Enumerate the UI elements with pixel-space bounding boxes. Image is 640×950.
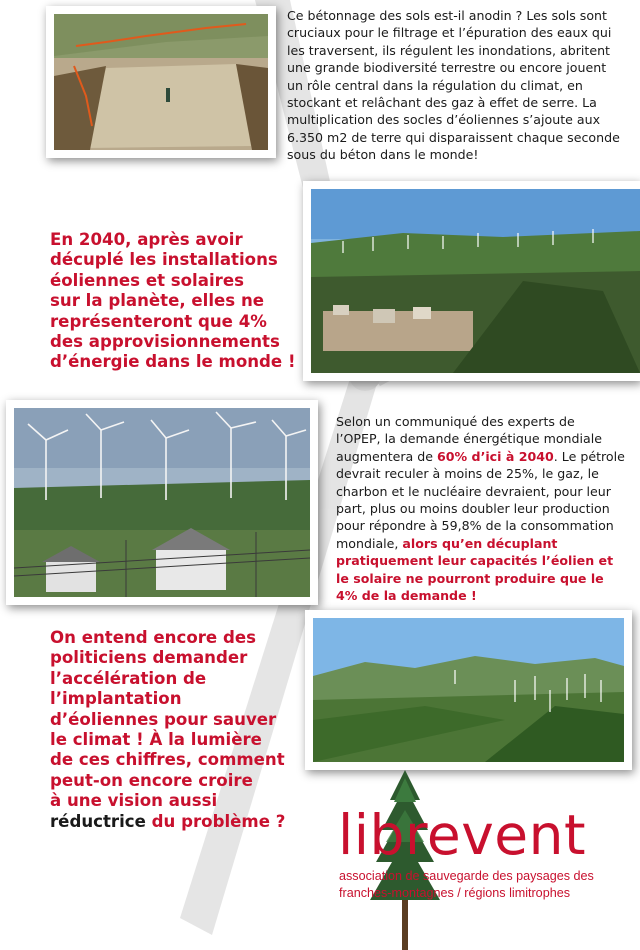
text-line: stockant et relâchant des gaz à effet de serre. La [287, 95, 597, 111]
text-line: On entend encore des [50, 628, 256, 647]
text-line: une grande biodiversité terrestre ou encore jouent [287, 60, 607, 76]
text-fragment: du problème ? [145, 811, 286, 831]
text-line [336, 448, 625, 465]
highlight-60-percent: 60% d’ici à 2040 [437, 448, 554, 464]
opec-paragraph [336, 413, 625, 604]
highlight-text: alors qu’en décuplant [402, 535, 558, 551]
text-line: Selon un communiqué des experts de [336, 414, 575, 429]
politicians-question [50, 628, 285, 832]
text-fragment: mondiale, [336, 535, 403, 551]
highlight-line: le solaire ne pourront produire que le [336, 570, 604, 586]
text-line: l’implantation [50, 689, 182, 709]
text-line: l’accélération de [50, 668, 207, 688]
text-line: représenteront que 4% [50, 311, 267, 331]
text-line: des approvisionnements [50, 332, 280, 352]
text-line: sous du béton dans le monde! [287, 147, 479, 163]
text-line: un rôle central dans la régulation du climat, en [287, 77, 583, 93]
text-fragment: . Le pétrole [553, 448, 625, 464]
text-line: peut-on encore croire [50, 770, 253, 790]
photo-construction-site [46, 6, 276, 158]
reductrice-word: réductrice [50, 811, 146, 831]
text-line: d’énergie dans le monde ! [50, 352, 296, 372]
text-line: pour répondre à 59,8% de la consommation [336, 518, 614, 534]
highlight-line: pratiquement leur capacités l’éolien et [336, 553, 614, 569]
text-line: sur la planète, elles ne [50, 291, 265, 311]
text-line: de ces chiffres, comment [50, 750, 285, 770]
association-tagline [339, 868, 594, 902]
highlight-line: 4% de la demande ! [336, 588, 477, 604]
photo-mountain-landscape [305, 610, 632, 770]
text-line: d’éoliennes pour sauver [50, 709, 277, 729]
tagline-line: franches-montagnes / régions limitrophes [339, 886, 570, 900]
text-line: politiciens demander [50, 648, 248, 668]
soil-concrete-paragraph [287, 7, 620, 164]
photo-town-turbines-ridge [303, 181, 640, 381]
photo-turbines-over-houses [6, 400, 318, 605]
tagline-line: association de sauvegarde des paysages des [339, 869, 594, 883]
text-line: En 2040, après avoir [50, 230, 243, 249]
text-line: multiplication des socles d’éoliennes s’ajoute aux [287, 112, 601, 128]
text-line: devrait reculer à moins de 25%, le gaz, le [336, 466, 599, 482]
text-line: Ce bétonnage des sols est-il anodin ? Les sols sont [287, 8, 607, 23]
text-line: charbon et le nucléaire devraient, pour leur [336, 483, 611, 499]
text-line: part, plus ou moins doubler leur production [336, 501, 610, 517]
text-line: les traversent, ils régulent les inondations, abritent [287, 42, 610, 58]
text-fragment: augmentera de [336, 448, 438, 464]
text-line: décuplé les installations [50, 250, 278, 270]
energy-2040-statement [50, 230, 296, 373]
text-line: cruciaux pour le filtrage et l’épuration des eaux qui [287, 25, 612, 41]
text-line [50, 812, 285, 832]
text-line: le climat ! À la lumière [50, 730, 262, 750]
text-line: à une vision aussi [50, 791, 218, 811]
text-line: 6.350 m2 de terre qui disparaissent chaque seconde [287, 129, 620, 145]
text-line: éoliennes et solaires [50, 270, 244, 290]
librevent-logo: librevent [338, 803, 587, 867]
text-line: l’OPEP, la demande énergétique mondiale [336, 431, 602, 447]
text-line [336, 535, 625, 552]
